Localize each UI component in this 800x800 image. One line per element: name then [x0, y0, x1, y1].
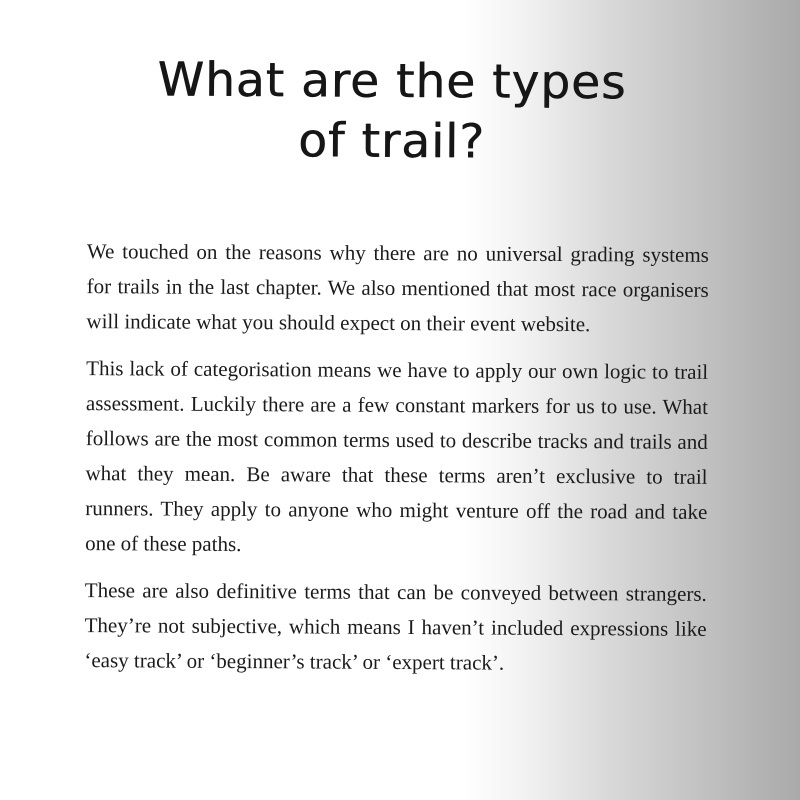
chapter-title-line: What are the types: [157, 52, 627, 111]
body-text: [84, 234, 709, 694]
chapter-title-line: of trail?: [297, 113, 486, 170]
paragraph: This lack of categorisation means we have to apply our own logic to trail assessment. Luckily there are a few constant markers for us to use. What follows are the most common terms used to describe tracks and trails and what they mean. Be aware that these terms aren’t exclusive to trail runners. They apply to anyone who might venture off the road and take one of these paths.: [85, 356, 709, 557]
paragraph: We touched on the reasons why there are no universal grading systems for trails in the last chapter. We also mentioned that most race organisers will indicate what you should expect on their event website.: [86, 239, 709, 337]
chapter-title: [101, 50, 682, 174]
paragraph: These are also definitive terms that can be conveyed between strangers. They’re not subjective, which means I haven’t included expressions like ‘easy track’ or ‘beginner’s track’ or ‘expert track’.: [84, 578, 707, 675]
